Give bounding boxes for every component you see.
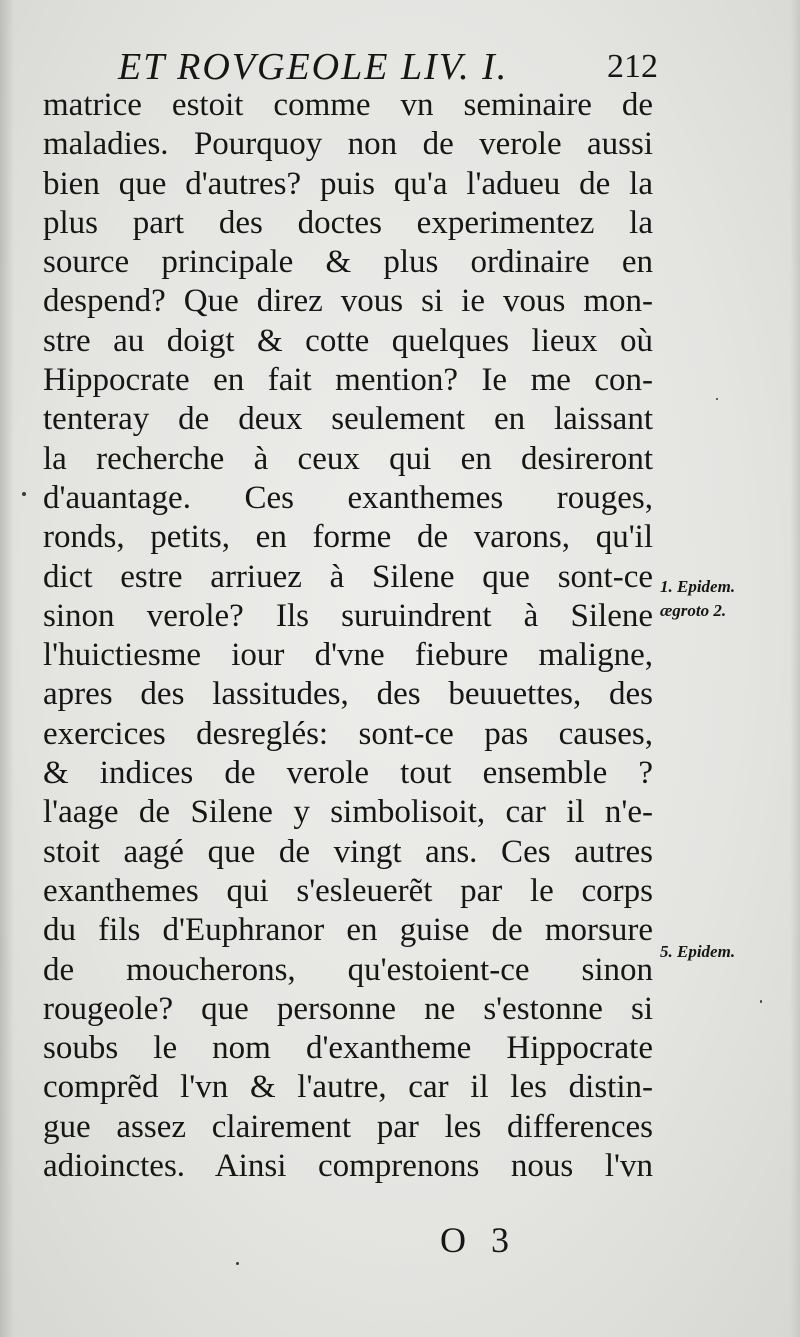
text-line: tenteray de deux seulement en laissant [43, 401, 653, 438]
text-line: ronds, petits, en forme de varons, qu'il [43, 519, 653, 556]
page-number: 212 [607, 48, 658, 85]
edge-shadow [790, 0, 800, 1337]
ink-speck [236, 1262, 239, 1265]
body-text [43, 86, 653, 1186]
text-line: adioinctes. Ainsi comprenons nous l'vn [43, 1148, 653, 1185]
signature-mark: O 3 [440, 1220, 517, 1260]
running-head: ET ROVGEOLE LIV. I. [118, 46, 509, 88]
margin-note-line: 1. Epidem. [660, 577, 736, 596]
text-line: dict estre arriuez à Silene que sont-ce [43, 558, 653, 595]
text-line: matrice estoit comme vn seminaire de [43, 87, 653, 123]
text-line: du fils d'Euphranor en guise de morsure [43, 912, 653, 949]
text-line: comprẽd l'vn & l'autre, car il les distin- [43, 1069, 653, 1106]
text-line: apres des lassitudes, des beuuettes, des [43, 676, 653, 713]
text-line: l'huictiesme iour d'vne fiebure maligne, [43, 637, 653, 674]
margin-note-line: 5. Epidem. [660, 942, 736, 961]
text-line: Hippocrate en fait mention? Ie me con- [43, 362, 653, 399]
text-line: & indices de verole tout ensemble ? [43, 755, 653, 792]
text-line: de moucherons, qu'estoient-ce sinon [43, 951, 653, 988]
text-line: stoit aagé que de vingt ans. Ces autres [43, 833, 653, 870]
margin-note-epidem-1 [660, 575, 735, 623]
ink-speck [716, 398, 718, 400]
margin-note-line: ægroto 2. [660, 601, 727, 620]
text-line: l'aage de Silene y simbolisoit, car il n'e- [43, 794, 653, 831]
text-line: sinon verole? Ils suruindrent à Silene [43, 597, 653, 634]
text-line: despend? Que direz vous si ie vous mon- [43, 283, 653, 320]
ink-speck [22, 492, 26, 496]
text-line: gue assez clairement par les differences [43, 1108, 653, 1145]
text-line: maladies. Pourquoy non de verole aussi [43, 126, 653, 163]
text-line: rougeole? que personne ne s'estonne si [43, 990, 653, 1027]
page-header [118, 42, 658, 92]
text-line: la recherche à ceux qui en desireront [43, 440, 653, 477]
text-line: soubs le nom d'exantheme Hippocrate [43, 1030, 653, 1067]
text-line: stre au doigt & cotte quelques lieux où [43, 322, 653, 359]
text-line: source principale & plus ordinaire en [43, 244, 653, 281]
text-line: d'auantage. Ces exanthemes rouges, [43, 479, 653, 516]
ink-speck [760, 1000, 762, 1003]
gutter-shadow [0, 0, 14, 1337]
margin-note-epidem-5 [660, 940, 735, 964]
text-line: plus part des doctes experimentez la [43, 204, 653, 241]
text-line: exanthemes qui s'esleuerẽt par le corps [43, 872, 653, 909]
text-line: exercices desreglés: sont-ce pas causes, [43, 715, 653, 752]
text-line: bien que d'autres? puis qu'a l'adueu de la [43, 165, 653, 202]
